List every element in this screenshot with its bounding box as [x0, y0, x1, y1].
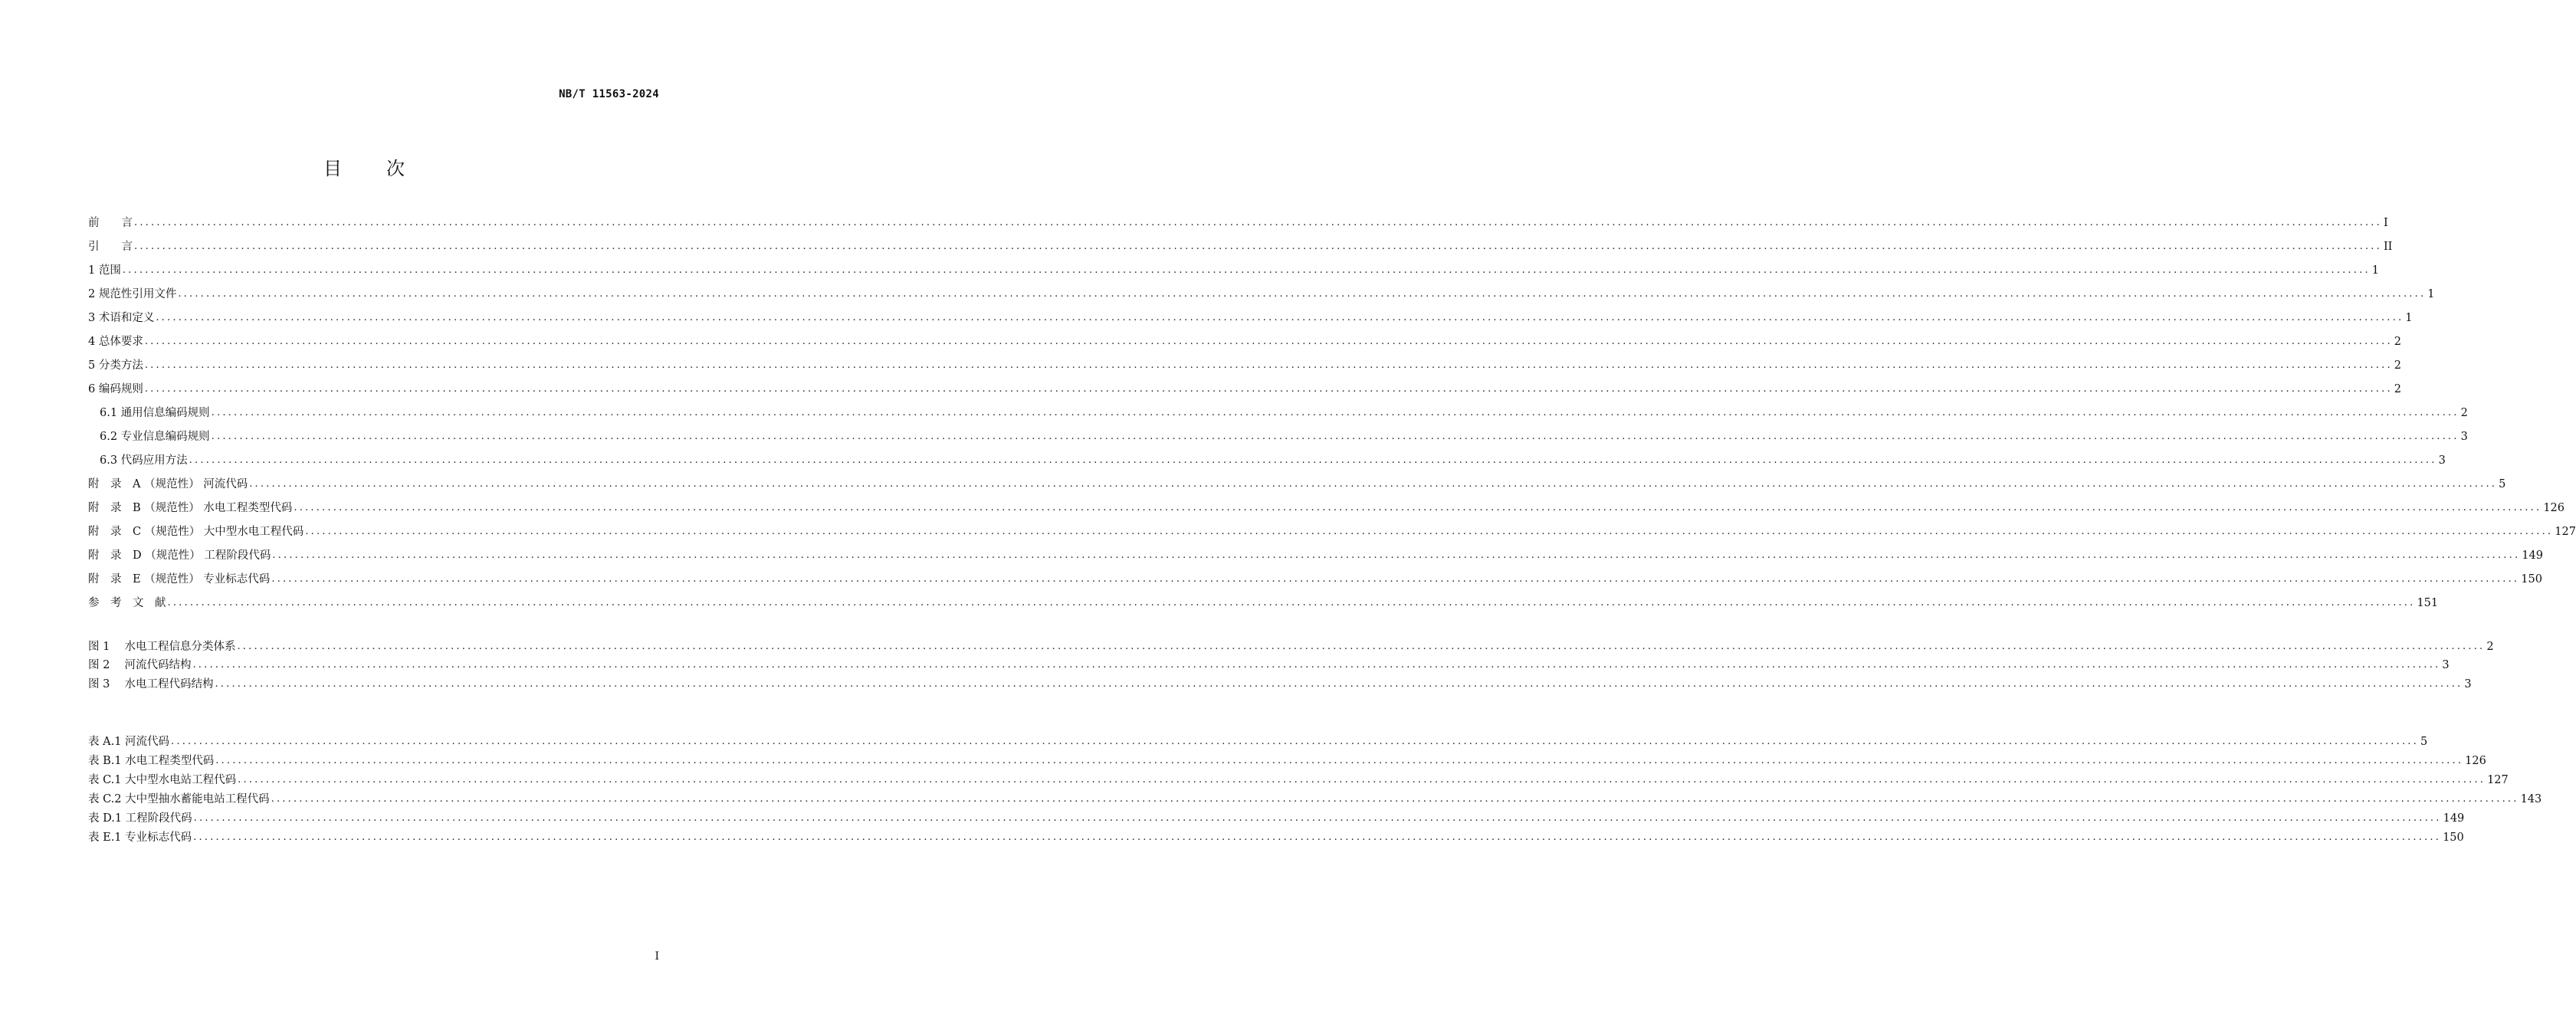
figure-entry-page: 3 [2442, 659, 2450, 671]
toc-entry-label: 6.3 代码应用方法 [100, 454, 188, 467]
table-entry[interactable] [88, 811, 2465, 826]
table-entry-page: 5 [2420, 736, 2428, 748]
toc-entry-page: 1 [2371, 264, 2380, 277]
toc-entry[interactable] [88, 405, 2468, 421]
table-entry-label: 表 D.1 工程阶段代码 [88, 812, 192, 825]
toc-entry[interactable] [88, 548, 2543, 563]
dot-leader: ................................................................................................................................................................................................................................................................................................................................................................................................................ [238, 774, 2486, 786]
toc-entry-page: II [2383, 241, 2393, 253]
dot-leader: ................................................................................................................................................................................................................................................................................................................................................................................................................ [272, 549, 2521, 561]
toc-entry-page: 5 [2499, 478, 2506, 490]
toc-entry-page: I [2383, 217, 2388, 229]
toc-entry-page: 126 [2543, 502, 2565, 514]
dot-leader: ................................................................................................................................................................................................................................................................................................................................................................................................................ [211, 431, 2460, 442]
toc-entry[interactable] [88, 453, 2446, 468]
standard-code: NB/T 11563-2024 [559, 88, 659, 100]
toc-entry[interactable] [88, 310, 2413, 326]
table-entry-page: 149 [2443, 812, 2465, 825]
table-entry-page: 143 [2520, 793, 2542, 805]
toc-entry-label: 附 录 E （规范性） 专业标志代码 [88, 573, 271, 586]
toc-entry[interactable] [88, 215, 2388, 231]
table-entry[interactable] [88, 772, 2509, 788]
toc-entry-page: 149 [2522, 549, 2543, 562]
toc-entry-page: 2 [2394, 383, 2402, 395]
toc-entry-page: 3 [2460, 431, 2468, 443]
toc-entry-label: 附 录 C （规范性） 大中型水电工程代码 [88, 526, 304, 538]
table-entry[interactable] [88, 734, 2428, 750]
toc-entry-page: 1 [2405, 312, 2413, 324]
dot-leader: ................................................................................................................................................................................................................................................................................................................................................................................................................ [134, 217, 2382, 228]
figure-entry[interactable] [88, 677, 2472, 692]
page-number: I [655, 950, 659, 963]
table-entry-label: 表 E.1 专业标志代码 [88, 832, 192, 844]
toc-entry[interactable] [88, 572, 2542, 587]
toc-entry[interactable] [88, 429, 2468, 444]
dot-leader: ................................................................................................................................................................................................................................................................................................................................................................................................................ [249, 478, 2498, 490]
figure-entry-label: 图 3 水电工程代码结构 [88, 678, 214, 690]
figure-entry-page: 3 [2464, 678, 2472, 690]
toc-entry-page: 150 [2521, 573, 2542, 586]
toc-entry-label: 4 总体要求 [88, 336, 143, 348]
table-entry-label: 表 A.1 河流代码 [88, 736, 170, 748]
dot-leader: ................................................................................................................................................................................................................................................................................................................................................................................................................ [211, 407, 2460, 418]
dot-leader: ................................................................................................................................................................................................................................................................................................................................................................................................................ [134, 241, 2382, 252]
table-entry-label: 表 C.2 大中型抽水蓄能电站工程代码 [88, 793, 270, 805]
dot-leader: ................................................................................................................................................................................................................................................................................................................................................................................................................ [271, 573, 2520, 585]
dot-leader: ................................................................................................................................................................................................................................................................................................................................................................................................................ [237, 641, 2486, 652]
figure-entry-page: 2 [2486, 641, 2494, 653]
toc-entry[interactable] [88, 524, 2576, 540]
toc-entry[interactable] [88, 382, 2402, 397]
toc-entry-label: 3 术语和定义 [88, 312, 155, 324]
toc-entry[interactable] [88, 287, 2435, 302]
toc-entry[interactable] [88, 263, 2380, 278]
dot-leader: ................................................................................................................................................................................................................................................................................................................................................................................................................ [215, 678, 2463, 690]
toc-entry-page: 2 [2394, 359, 2402, 372]
figure-entry[interactable] [88, 658, 2450, 673]
page-title [0, 153, 728, 180]
toc-entry-label: 前 言 [88, 217, 133, 229]
title-char-1: 目 [323, 158, 342, 179]
toc-entry-page: 3 [2438, 454, 2446, 467]
dot-leader: ................................................................................................................................................................................................................................................................................................................................................................................................................ [122, 264, 2371, 276]
table-entry-page: 127 [2487, 774, 2509, 786]
toc-entry[interactable] [88, 358, 2402, 373]
figure-entry[interactable] [88, 639, 2494, 654]
dot-leader: ................................................................................................................................................................................................................................................................................................................................................................................................................ [193, 832, 2442, 843]
table-entry[interactable] [88, 792, 2542, 807]
toc-entry-page: 127 [2555, 526, 2576, 538]
table-entry-label: 表 B.1 水电工程类型代码 [88, 755, 215, 767]
toc-entry-label: 附 录 B （规范性） 水电工程类型代码 [88, 502, 293, 514]
table-entry-page: 126 [2465, 755, 2486, 767]
table-entry[interactable] [88, 753, 2486, 769]
toc-entry-label: 6.1 通用信息编码规则 [100, 407, 210, 419]
dot-leader: ................................................................................................................................................................................................................................................................................................................................................................................................................ [294, 502, 2542, 513]
dot-leader: ................................................................................................................................................................................................................................................................................................................................................................................................................ [167, 597, 2416, 608]
dot-leader: ................................................................................................................................................................................................................................................................................................................................................................................................................ [171, 736, 2419, 747]
dot-leader: ................................................................................................................................................................................................................................................................................................................................................................................................................ [215, 755, 2464, 766]
dot-leader: ................................................................................................................................................................................................................................................................................................................................................................................................................ [189, 454, 2437, 466]
toc-entry-page: 1 [2427, 288, 2435, 300]
dot-leader: ................................................................................................................................................................................................................................................................................................................................................................................................................ [144, 383, 2393, 395]
toc-entry-label: 附 录 A （规范性） 河流代码 [88, 478, 248, 490]
dot-leader: ................................................................................................................................................................................................................................................................................................................................................................................................................ [193, 812, 2442, 824]
dot-leader: ................................................................................................................................................................................................................................................................................................................................................................................................................ [156, 312, 2404, 323]
toc-entry[interactable] [88, 239, 2393, 254]
dot-leader: ................................................................................................................................................................................................................................................................................................................................................................................................................ [305, 526, 2554, 537]
toc-entry-label: 引 言 [88, 241, 133, 253]
toc-entry[interactable] [88, 595, 2439, 611]
toc-entry-label: 1 范围 [88, 264, 121, 277]
dot-leader: ................................................................................................................................................................................................................................................................................................................................................................................................................ [271, 793, 2519, 805]
dot-leader: ................................................................................................................................................................................................................................................................................................................................................................................................................ [144, 336, 2393, 347]
toc-entry-page: 151 [2417, 597, 2439, 609]
toc-entry-label: 6 编码规则 [88, 383, 143, 395]
table-entry-page: 150 [2443, 832, 2464, 844]
toc-entry-page: 2 [2394, 336, 2402, 348]
figure-entry-label: 图 1 水电工程信息分类体系 [88, 641, 236, 653]
dot-leader: ................................................................................................................................................................................................................................................................................................................................................................................................................ [144, 359, 2393, 371]
table-entry[interactable] [88, 830, 2464, 845]
toc-entry-label: 6.2 专业信息编码规则 [100, 431, 210, 443]
toc-entry[interactable] [88, 500, 2565, 516]
dot-leader: ................................................................................................................................................................................................................................................................................................................................................................................................................ [178, 288, 2427, 300]
figure-entry-label: 图 2 河流代码结构 [88, 659, 192, 671]
toc-entry-page: 2 [2460, 407, 2468, 419]
table-entry-label: 表 C.1 大中型水电站工程代码 [88, 774, 237, 786]
toc-entry-label: 5 分类方法 [88, 359, 143, 372]
toc-entry[interactable] [88, 334, 2402, 349]
toc-entry-label: 2 规范性引用文件 [88, 288, 177, 300]
toc-entry-label: 参 考 文 献 [88, 597, 166, 609]
toc-entry[interactable] [88, 477, 2506, 492]
dot-leader: ................................................................................................................................................................................................................................................................................................................................................................................................................ [192, 659, 2441, 671]
title-char-2: 次 [386, 158, 405, 179]
toc-entry-label: 附 录 D （规范性） 工程阶段代码 [88, 549, 271, 562]
